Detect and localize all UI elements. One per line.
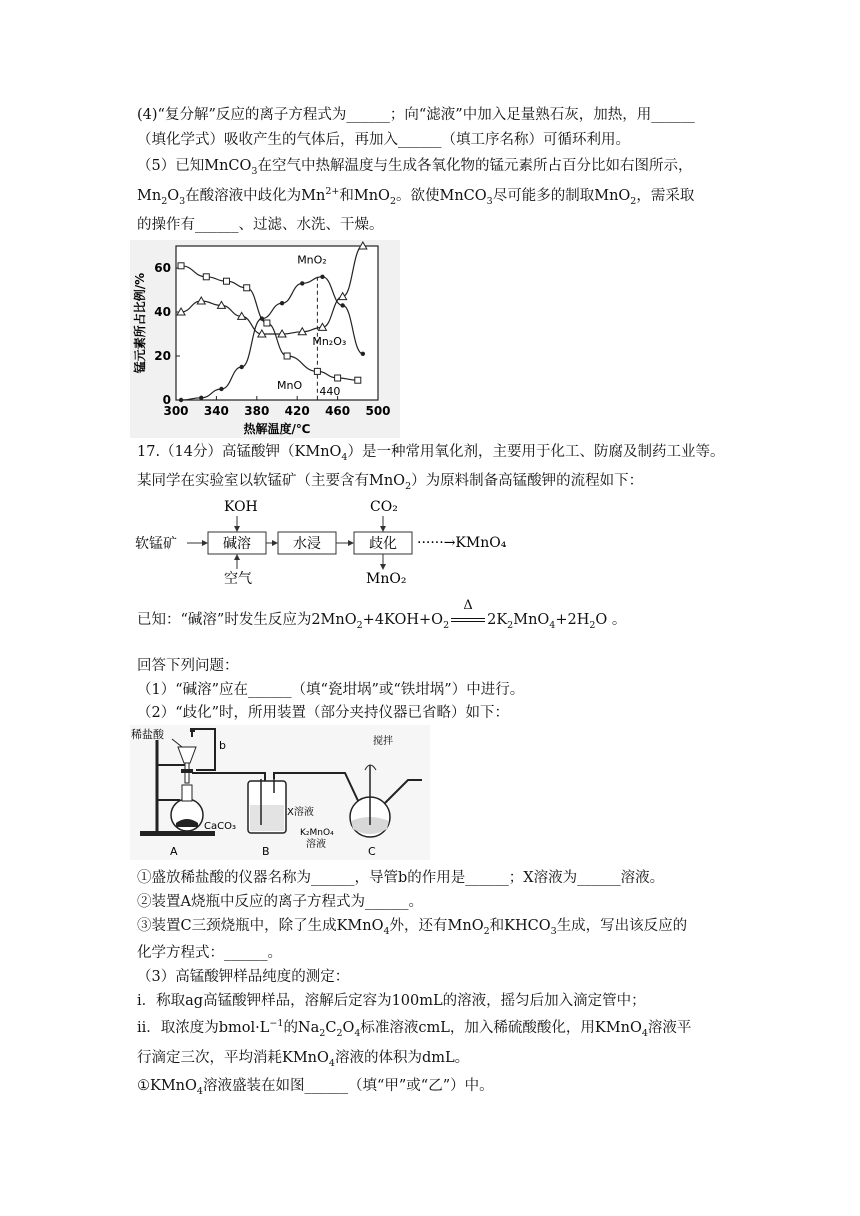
flow-koh: KOH [224,499,258,515]
q17-intro-line1: 17.（14分）高锰酸钾（KMnO$_4$）是一种常用氧化剂，主要用于化工、防腐及制药工业等。 [137,444,725,463]
apparatus-diagram [130,725,430,860]
known-equation: 已知：“碱溶”时发生反应为$2MnO_2+4KOH+O_2$ Δ $2K_2MnO_4+2H_2O$ 。 [137,598,627,631]
y-tick-label: 0 [162,393,171,407]
q16-part5-line3: 的操作有______、过滤、水洗、干燥。 [137,217,384,233]
x-axis-label: 热解温度/℃ [243,422,311,436]
x-tick-label: 420 [284,404,310,418]
q17-step-ii-line2: 行滴定三次，平均消耗KMnO$_4$溶液的体积为dmL。 [137,1050,470,1069]
point-MnO2 [280,301,284,305]
flow-mno2: MnO₂ [366,571,407,587]
q16-part5-line1: （5）已知MnCO$_3$在空气中热解温度与生成各氧化物的锰元素所占百分比如右图所示， [137,158,693,177]
point-MnO [355,377,361,383]
plot-frame [176,246,378,400]
answer-heading: 回答下列问题： [137,658,239,674]
point-MnO2 [320,275,324,279]
label-Mn2O3: Mn₂O₃ [312,335,347,348]
point-MnO2 [361,352,365,356]
q17-part3: （3）高锰酸钾样品纯度的测定： [137,969,350,985]
point-MnO [284,353,290,359]
q17-step-i: ⅰ．称取ag高锰酸钾样品，溶解后定容为100mL的溶液，摇匀后加入滴定管中； [137,993,646,1009]
flow-box1-label: 碱溶 [223,536,251,552]
point-MnO [178,263,184,269]
point-MnO2 [219,387,223,391]
q17-question-1: ①KMnO$_4$溶液盛装在如图______（填“甲”或“乙”）中。 [137,1078,494,1097]
flow-air: 空气 [224,571,252,587]
k2mno4-label: K₂MnO₄ [300,828,334,838]
point-MnO [264,320,270,326]
point-MnO [314,368,320,374]
point-MnO [224,278,230,284]
delta-sign: Δ [463,598,473,613]
label-C: C [368,845,376,858]
point-MnO2 [179,398,183,402]
x-tick-label: 460 [325,404,351,418]
q16-part5-line2: $Mn_2O_3$在酸溶液中歧化为$Mn^{2+}$和MnO$_2$。欲使MnCO$_3$尽可能多的制取MnO$_2$，需采取 [137,186,695,207]
stir-label: 搅拌 [373,736,393,747]
x-tick-label: 380 [244,404,270,418]
q17-sub3-line1: ③装置C三颈烧瓶中，除了生成KMnO$_4$外，还有MnO$_2$和$KHCO_3$生成，写出该反应的 [137,918,688,937]
q17-sub3-line2: 化学方程式：______。 [137,945,282,961]
q17-part1: （1）“碱溶”应在______（填“瓷坩埚”或“铁坩埚”）中进行。 [137,682,525,698]
point-MnO2 [239,365,243,369]
y-tick-label: 20 [154,349,171,363]
q17-intro-line2: 某同学在实验室以软锰矿（主要含有MnO$_2$）为原料制备高锰酸钾的流程如下： [137,473,644,492]
x-tick-label: 500 [365,404,391,418]
point-MnO2 [340,303,344,307]
q17-step-ii-line1: ⅱ．取浓度为$bmol\cdot L^{-1}$的$Na_2C_2O_4$标准溶液cmL，加入稀硫酸酸化，用KMnO$_4$溶液平 [137,1018,692,1039]
label-B: B [262,845,270,858]
decomposition-chart [130,240,400,438]
flow-box3-label: 歧化 [369,536,397,552]
q17-part2: （2）“歧化”时，所用装置（部分夹持仪器已省略）如下： [137,705,510,721]
label-MnO: MnO [277,379,303,392]
y-tick-label: 60 [154,261,171,275]
x-solution-label: X溶液 [287,807,314,818]
acid-label: 稀盐酸 [131,728,164,741]
k2mno4-solution-label: 溶液 [306,839,326,850]
tube-b-label: b [219,739,226,752]
point-MnO2 [199,396,203,400]
x-tick-label: 300 [163,404,189,418]
label-A: A [170,845,178,858]
q17-sub1: ①盛放稀盐酸的仪器名称为______，导管b的作用是______；X溶液为______溶液。 [137,870,665,886]
label-MnO2: MnO₂ [297,253,327,267]
point-MnO [244,285,250,291]
x-tick-label: 340 [203,404,229,418]
point-MnO [203,274,209,280]
flow-start: 软锰矿 [135,536,177,552]
point-MnO [335,375,341,381]
q16-part4-line1: (4)“复分解”反应的离子方程式为______；向“滤液”中加入足量熟石灰，加热，用______ [137,107,695,123]
point-MnO2 [300,281,304,285]
q17-sub2: ②装置A烧瓶中反应的离子方程式为______。 [137,894,423,910]
caco3-label: CaCO₃ [204,821,236,832]
y-tick-label: 40 [154,305,171,319]
q16-part4-line2: （填化学式）吸收产生的气体后，再加入______（填工序名称）可循环利用。 [137,132,630,148]
point-MnO2 [260,316,264,320]
y-axis-label: 锰元素所占比例/% [133,272,147,374]
flow-co2: CO₂ [370,499,398,515]
vline-label: 440 [319,385,341,398]
process-flow-diagram [130,495,530,590]
flow-end: ······→KMnO₄ [417,535,507,551]
flow-box2-label: 水浸 [293,536,321,552]
